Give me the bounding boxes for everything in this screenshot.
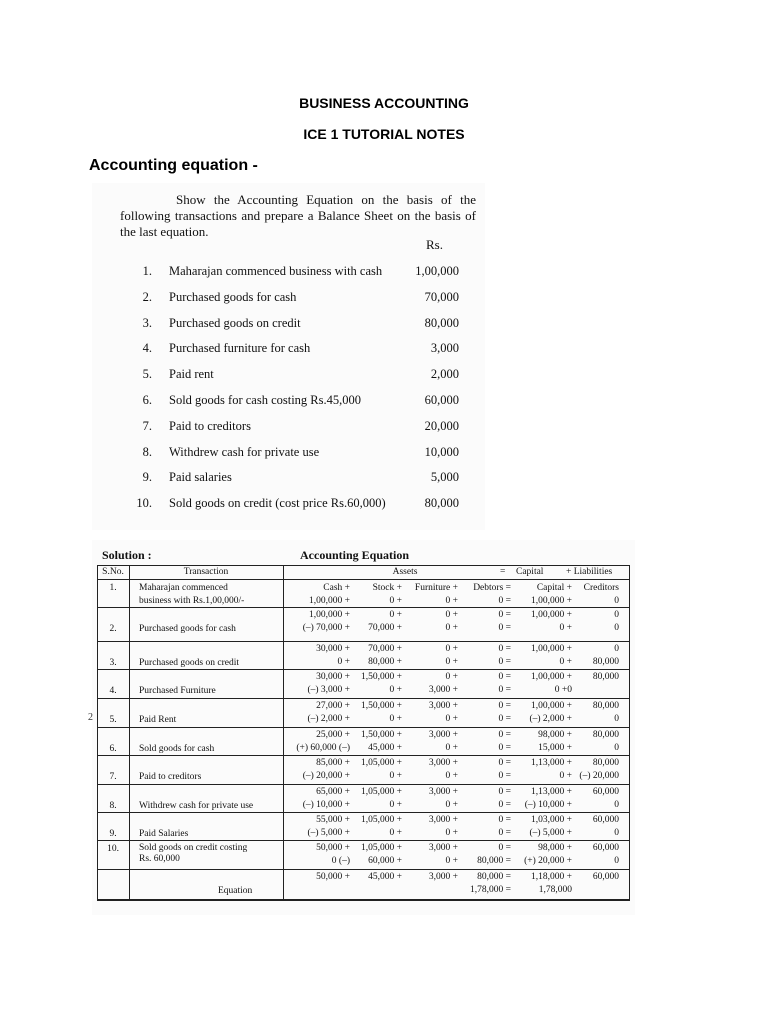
row-value: 25,000 +: [316, 730, 350, 740]
row-value: 45,000 +: [368, 872, 402, 882]
row-transaction-text: Rs. 60,000: [139, 854, 180, 864]
row-value: 0 +: [445, 856, 458, 866]
row-value: 0 =: [498, 623, 511, 633]
row-sno: 3.: [109, 658, 117, 668]
row-value: 0 +: [389, 771, 402, 781]
transaction-amount: 80,000: [424, 496, 459, 511]
transaction-description: Sold goods on credit (cost price Rs.60,000): [169, 496, 386, 511]
solution-label: Solution :: [102, 548, 152, 562]
row-value: 0 +: [445, 672, 458, 682]
row-value: 1,00,000 +: [309, 610, 350, 620]
transaction-number: 2.: [142, 289, 152, 304]
row-value: 0 +: [559, 657, 572, 667]
row-value: 0 =: [498, 800, 511, 810]
row-value: 60,000: [592, 787, 619, 797]
row-value: 0: [614, 714, 619, 724]
row-value: 30,000 +: [316, 644, 350, 654]
transaction-description: Paid rent: [169, 367, 214, 382]
row-value: 0 +: [389, 714, 402, 724]
row-transaction-text: Sold goods on credit costing: [139, 843, 248, 853]
transaction-row: [110, 470, 470, 488]
row-value: 1,05,000 +: [361, 815, 402, 825]
table-row-divider: [97, 812, 630, 813]
row-value: 1,00,000 +: [309, 596, 350, 606]
row-value: 0 +: [389, 596, 402, 606]
row-value: (–) 3,000 +: [307, 685, 350, 695]
row-value: 0: [614, 644, 619, 654]
transaction-description: Sold goods for cash costing Rs.45,000: [169, 393, 362, 407]
row-sno: 5.: [109, 715, 117, 725]
transaction-description: Purchased goods on credit: [169, 315, 301, 330]
table-row-divider: [97, 669, 630, 670]
subheader-3: Debtors =: [473, 583, 511, 593]
row-value: 3,000 +: [428, 685, 458, 695]
row-value: 3,000 +: [428, 701, 458, 711]
row-value: 80,000 =: [477, 856, 511, 866]
subheader-4: Capital +: [536, 583, 572, 593]
row-value: 55,000 +: [316, 815, 350, 825]
row-value: 0 +: [445, 610, 458, 620]
document-title: BUSINESS ACCOUNTING: [299, 95, 469, 111]
row-value: (+) 20,000 +: [524, 856, 572, 866]
row-value: 0 +: [445, 743, 458, 753]
row-value: 1,78,000: [538, 885, 572, 895]
row-value: (–) 10,000 +: [302, 800, 350, 810]
row-sno: 10.: [107, 844, 119, 854]
row-value: 0 +: [445, 644, 458, 654]
transaction-description: Paid to creditors: [169, 418, 251, 433]
subheader-1: Stock +: [372, 583, 402, 593]
row-value: 50,000 +: [316, 843, 350, 853]
row-value: 60,000: [592, 872, 619, 882]
row-value: 80,000: [592, 672, 619, 682]
transaction-description: Paid salaries: [169, 470, 232, 485]
row-transaction-text: Purchased goods on credit: [139, 658, 239, 668]
row-value: 80,000 =: [477, 872, 511, 882]
row-value: 1,78,000 =: [470, 885, 511, 895]
transaction-row: [110, 445, 470, 463]
section-heading: Accounting equation -: [89, 157, 258, 174]
row-value: 0 =: [498, 596, 511, 606]
row-value: 0 =: [498, 843, 511, 853]
row-value: 98,000 +: [538, 730, 572, 740]
row-value: 3,000 +: [428, 815, 458, 825]
transaction-row: [110, 393, 470, 411]
transaction-description: Purchased goods for cash: [169, 289, 297, 304]
row-value: 1,00,000 +: [531, 596, 572, 606]
transaction-number: 7.: [142, 418, 152, 433]
transaction-amount: 2,000: [430, 367, 459, 382]
row-value: 0: [614, 596, 619, 606]
row-transaction-text: Maharajan commenced: [139, 583, 228, 593]
row-value: 0: [614, 623, 619, 633]
row-value: 0 =: [498, 714, 511, 724]
transaction-amount: 10,000: [424, 444, 459, 459]
transaction-amount: 3,000: [430, 341, 459, 356]
margin-mark: 2: [88, 712, 93, 723]
row-value: 1,18,000 +: [531, 872, 572, 882]
row-value: 80,000 +: [368, 657, 402, 667]
row-value: 1,00,000 +: [531, 644, 572, 654]
row-value: 0 +: [445, 596, 458, 606]
row-value: 0 +0: [554, 685, 572, 695]
row-value: 1,50,000 +: [361, 730, 402, 740]
transaction-amount: 60,000: [424, 393, 459, 407]
row-transaction-text: Paid Salaries: [139, 829, 189, 839]
row-value: 0: [614, 800, 619, 810]
row-value: 1,13,000 +: [531, 758, 572, 768]
row-value: 0 +: [559, 771, 572, 781]
transaction-amount: 20,000: [424, 418, 459, 433]
row-value: (–) 2,000 +: [307, 714, 350, 724]
row-value: 1,05,000 +: [361, 758, 402, 768]
row-value: 0 =: [498, 758, 511, 768]
row-sno: 6.: [109, 744, 117, 754]
row-value: 0: [614, 828, 619, 838]
accounting-equation-title: Accounting Equation: [300, 548, 410, 562]
row-value: 0 =: [498, 787, 511, 797]
row-value: 50,000 +: [316, 872, 350, 882]
row-value: 98,000 +: [538, 843, 572, 853]
row-value: 80,000: [592, 701, 619, 711]
row-value: 0 =: [498, 828, 511, 838]
header-capital: Capital: [516, 567, 544, 577]
table-row-divider: [97, 579, 630, 580]
table-row-divider: [97, 607, 630, 608]
row-value: 80,000: [592, 657, 619, 667]
row-value: (+) 60,000 (–): [296, 743, 350, 753]
row-value: 0 =: [498, 730, 511, 740]
row-transaction-text: Purchased goods for cash: [139, 624, 236, 634]
row-value: (–) 70,000 +: [302, 623, 350, 633]
row-transaction-text: Withdrew cash for private use: [139, 801, 254, 811]
row-transaction-text: Purchased Furniture: [139, 686, 216, 696]
row-value: 3,000 +: [428, 758, 458, 768]
transaction-description: Purchased furniture for cash: [169, 341, 311, 356]
table-row-divider: [97, 698, 630, 699]
header-sno: S.No.: [102, 567, 124, 577]
transaction-description: Maharajan commenced business with cash: [169, 264, 383, 278]
row-value: 3,000 +: [428, 872, 458, 882]
table-row-divider: [97, 641, 630, 642]
transaction-number: 10.: [136, 496, 152, 511]
table-row-divider: [97, 727, 630, 728]
transaction-number: 9.: [142, 470, 152, 485]
row-value: 0: [614, 856, 619, 866]
row-value: 27,000 +: [316, 701, 350, 711]
subheader-2: Furniture +: [414, 583, 458, 593]
transaction-row: [110, 290, 470, 308]
row-value: (–) 5,000 +: [307, 828, 350, 838]
row-value: (–) 10,000 +: [524, 800, 572, 810]
row-value: 1,00,000 +: [531, 672, 572, 682]
table-column-divider: [129, 565, 130, 900]
document-subtitle: ICE 1 TUTORIAL NOTES: [303, 126, 465, 142]
row-value: 1,50,000 +: [361, 701, 402, 711]
row-sno: 4.: [109, 686, 117, 696]
row-value: 0: [614, 610, 619, 620]
row-value: 0 +: [445, 771, 458, 781]
row-value: 0 +: [389, 685, 402, 695]
transaction-amount: 80,000: [424, 315, 459, 330]
row-value: 15,000 +: [538, 743, 572, 753]
transaction-number: 3.: [142, 315, 152, 330]
subheader-0: Cash +: [323, 583, 350, 593]
row-transaction-text: Sold goods for cash: [139, 744, 215, 754]
row-value: 0 =: [498, 685, 511, 695]
row-value: 0 +: [389, 828, 402, 838]
row-value: 1,13,000 +: [531, 787, 572, 797]
row-value: 0 =: [498, 815, 511, 825]
transaction-amount: 70,000: [424, 289, 459, 304]
header-transaction: Transaction: [183, 567, 229, 577]
row-value: 70,000 +: [368, 644, 402, 654]
row-value: 0 +: [445, 828, 458, 838]
row-value: 0 +: [445, 657, 458, 667]
row-value: 0 =: [498, 657, 511, 667]
row-value: 0 =: [498, 771, 511, 781]
transaction-number: 6.: [142, 393, 152, 407]
transaction-row: [110, 341, 470, 359]
table-row-divider: [97, 900, 630, 901]
row-value: 1,05,000 +: [361, 843, 402, 853]
row-value: 0 +: [389, 800, 402, 810]
row-value: 0 +: [337, 657, 350, 667]
transaction-number: 1.: [142, 264, 152, 278]
header-assets: Assets: [392, 567, 418, 577]
row-value: 3,000 +: [428, 730, 458, 740]
row-value: 65,000 +: [316, 787, 350, 797]
row-value: 0 =: [498, 610, 511, 620]
row-value: 60,000: [592, 843, 619, 853]
row-transaction-text: business with Rs.1,00,000/-: [139, 596, 245, 606]
row-value: 0 =: [498, 701, 511, 711]
transaction-amount: 1,00,000: [415, 264, 459, 278]
transaction-row: [110, 316, 470, 334]
row-value: 0 (–): [331, 856, 350, 866]
transaction-row: [110, 264, 470, 282]
row-value: 1,00,000 +: [531, 610, 572, 620]
table-row-divider: [97, 869, 630, 870]
row-transaction-text: Paid to creditors: [139, 772, 202, 782]
row-sno: 9.: [109, 829, 117, 839]
row-value: 0 =: [498, 672, 511, 682]
transaction-amount: 5,000: [430, 470, 459, 485]
row-value: (–) 2,000 +: [529, 714, 572, 724]
row-sno: 2.: [109, 624, 117, 634]
table-row-divider: [97, 755, 630, 756]
row-value: (–) 20,000: [579, 771, 619, 781]
table-row-divider: [97, 840, 630, 841]
row-value: 45,000 +: [368, 743, 402, 753]
row-value: 1,00,000 +: [531, 701, 572, 711]
transaction-row: [110, 419, 470, 437]
header-liabilities: + Liabilities: [566, 567, 613, 577]
transaction-description: Withdrew cash for private use: [169, 444, 320, 459]
problem-instruction: Show the Accounting Equation on the basis of the following transactions and prepare a Balance Sheet on the basis of the last equation.: [120, 192, 476, 239]
row-value: 0 +: [445, 623, 458, 633]
row-value: 60,000: [592, 815, 619, 825]
transaction-row: [110, 367, 470, 385]
row-sno: 7.: [109, 772, 117, 782]
row-value: 60,000 +: [368, 856, 402, 866]
row-transaction-text: Paid Rent: [139, 715, 177, 725]
row-value: 1,05,000 +: [361, 787, 402, 797]
row-value: 0 +: [445, 714, 458, 724]
row-sno: 1.: [109, 583, 117, 593]
transaction-number: 8.: [142, 444, 152, 459]
subheader-5: Creditors: [583, 583, 619, 593]
row-value: 80,000: [592, 730, 619, 740]
row-value: (–) 20,000 +: [302, 771, 350, 781]
row-value: (–) 5,000 +: [529, 828, 572, 838]
header-equals: =: [500, 567, 506, 577]
row-value: 30,000 +: [316, 672, 350, 682]
row-value: 3,000 +: [428, 787, 458, 797]
row-value: 1,03,000 +: [531, 815, 572, 825]
row-value: 0 +: [389, 610, 402, 620]
row-value: 0 =: [498, 743, 511, 753]
row-value: 0 =: [498, 644, 511, 654]
row-value: 0 +: [559, 623, 572, 633]
transaction-number: 4.: [142, 341, 152, 356]
transaction-number: 5.: [142, 367, 152, 382]
row-sno: 8.: [109, 801, 117, 811]
row-value: 0 +: [445, 800, 458, 810]
row-value: 1,50,000 +: [361, 672, 402, 682]
row-value: 3,000 +: [428, 843, 458, 853]
table-row-divider: [97, 784, 630, 785]
row-value: 70,000 +: [368, 623, 402, 633]
row-value: 85,000 +: [316, 758, 350, 768]
row-value: 80,000: [592, 758, 619, 768]
amount-header: Rs.: [426, 237, 443, 252]
row-value: 0: [614, 743, 619, 753]
row-transaction-text: Equation: [218, 886, 253, 896]
transaction-row: [110, 496, 470, 514]
